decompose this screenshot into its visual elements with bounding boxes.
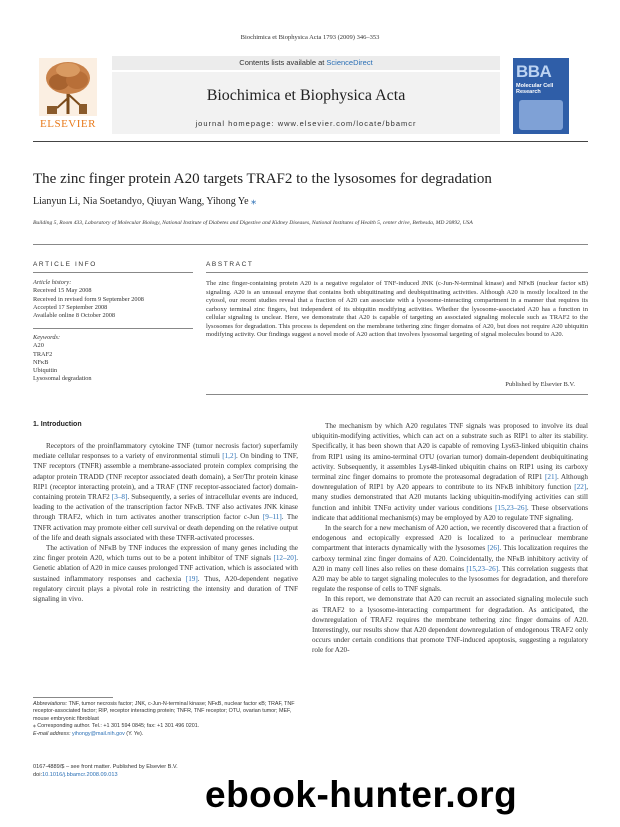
elsevier-wordmark: ELSEVIER	[40, 118, 96, 130]
header-rule	[33, 141, 588, 142]
citation-link[interactable]: [26]	[487, 544, 500, 553]
authors	[33, 196, 588, 207]
history-online: Available online 8 October 2008	[33, 312, 116, 320]
citation-link[interactable]: [1,2]	[222, 452, 236, 461]
email-suffix: (Y. Ye).	[124, 730, 144, 737]
email-label: E-mail address:	[33, 730, 72, 737]
keyword-item: NFκB	[33, 358, 49, 366]
body-column-right	[312, 421, 588, 656]
keyword-item: A20	[33, 342, 44, 350]
paragraph: The mechanism by which A20 regulates TNF signals was proposed to involve its dual ubiquitin-modifying activities, which can act on a substrate such as RIP1 to alter its stability. Specifically, it has been shown that A20 is capable of removing Lys63-linked ubiquitin chains from RIP1 using its amino-terminal OTU (ovarian tumor) domain-dependent deubiquitinating activity. Subsequently, it assembles Lys48-linked ubiquitin chains on RIP1 using its carboxy terminal zinc finger domains to promote the proteasomal degradation of RIP1 [21]. Although downregulation of RIP1 by A20 appears to contribute to its NFκB inhibitory function [22], many studies demonstrated that A20 mutants lacking ubiquitin-modifying activities can still function and inhibit TNFα activity under various conditions [15,23–26]. These observations indicate that additional mechanism(s) may be employed by A20 to regulate TNF signaling.	[312, 422, 588, 522]
published-by: Published by Elsevier B.V.	[505, 381, 575, 388]
history-received: Received 15 May 2008	[33, 287, 92, 295]
abstract-bottom-rule	[206, 394, 588, 395]
citation-link[interactable]: [15,23–26]	[466, 564, 499, 573]
citation-link[interactable]: [19]	[185, 574, 198, 583]
corresponding-footnote: ⁎ Corresponding author. Tel.: +1 301 594 0845; fax: +1 301 496 0201.	[33, 723, 200, 730]
footnotes	[33, 701, 298, 738]
cover-subtitle: Molecular Cell Research	[516, 83, 554, 95]
abstract-rule	[206, 272, 588, 273]
sciencedirect-link[interactable]: ScienceDirect	[326, 58, 373, 67]
author-list: Lianyun Li, Nia Soetandyo, Qiuyan Wang, Yihong Ye	[33, 196, 249, 207]
citation-link[interactable]: [21]	[544, 473, 557, 482]
citation-link[interactable]: [22]	[574, 483, 587, 492]
keyword-item: Lysosomal degradation	[33, 375, 92, 383]
email-footnote	[33, 731, 298, 738]
keyword-item: TRAF2	[33, 350, 53, 358]
abstract-heading: ABSTRACT	[206, 261, 254, 268]
title-rule	[33, 244, 588, 245]
citation-link[interactable]: [9–11]	[262, 513, 282, 522]
cover-image	[519, 100, 563, 130]
paragraph: In the search for a new mechanism of A20 action, we recently discovered that a fraction of endogenous and ectopically expressed A20 is localized to a perinuclear membrane compartment that interacts dynamically with the lysosomes [26]. This localization requires the carboxy terminal zinc finger domains of A20. Coincidentally, the NFκB inhibitory activity of A20 in many cell lines also relies on these domains [15,23–26]. This correlation suggests that A20 may be able to target signaling molecules to the lysosomes for degradation, and therefore regulate the response of cells to TNF signals.	[312, 524, 589, 594]
cover-bba: BBA	[516, 62, 552, 81]
history-label: Article history:	[33, 279, 72, 286]
elsevier-logo[interactable]	[33, 56, 103, 132]
introduction-heading: 1. Introduction	[33, 421, 82, 428]
paragraph: In this report, we demonstrate that A20 can recruit an associated signaling molecule such as TRAF2 to a lysosome-interacting compartment for degradation. As anticipated, the downregulation of TRAF2 requires the membrane tethering zinc finger domains of A20. Interestingly, our results show that A20 dependent downregulation of endogenous TRAF2 only occurs under certain conditions that promote TNF-induced apoptosis, suggesting a regulatory role for A20-	[312, 595, 588, 655]
watermark: ebook-hunter.org	[205, 774, 518, 815]
keyword-item: Ubiquitin	[33, 367, 58, 375]
footnote-rule	[33, 697, 113, 698]
article-title: The zinc finger protein A20 targets TRAF2 to the lysosomes for degradation	[33, 171, 492, 187]
email-link[interactable]: yihongy@mail.nih.gov	[71, 730, 125, 737]
elsevier-tree-icon	[39, 58, 97, 116]
journal-cover[interactable]	[513, 58, 569, 134]
issn-line: 0167-4889/$ – see front matter. Published by Elsevier B.V.	[33, 764, 178, 770]
corresponding-author-mark[interactable]: ⁎	[251, 196, 257, 207]
info-rule	[33, 272, 193, 273]
citation-link[interactable]: [3–8]	[111, 493, 128, 502]
citation-link[interactable]: [15,23–26]	[495, 503, 527, 512]
doi-link[interactable]: 10.1016/j.bbamcr.2008.09.013	[42, 771, 118, 778]
contents-line	[112, 58, 500, 67]
keywords-rule	[33, 328, 193, 329]
abbreviations-label: Abbreviations:	[33, 701, 68, 707]
article-history	[33, 279, 193, 320]
citation-link[interactable]: [12–20]	[273, 554, 297, 563]
article-info-heading: ARTICLE INFO	[33, 261, 97, 268]
paragraph: The activation of NFκB by TNF induces the expression of many genes including the zinc finger protein A20, which turns out to be a potent inhibitor of TNF signals [12–20]. Genetic ablation of A20 in mice causes prolonged TNF activation, which is associated with sustained inflammatory responses and cachexia [19]. Thus, A20-dependent negative regulatory circuit plays a pivotal role in restricting the intensity and duration of TNF signaling in vivo.	[33, 544, 298, 604]
abbreviations-footnote	[33, 701, 298, 723]
history-revised: Received in revised form 9 September 2008	[33, 295, 144, 303]
journal-title: Biochimica et Biophysica Acta	[206, 87, 406, 104]
keywords-label: Keywords:	[33, 334, 61, 341]
history-accepted: Accepted 17 September 2008	[33, 303, 108, 311]
paragraph: Receptors of the proinflammatory cytokine TNF (tumor necrosis factor) superfamily mediate cellular responses to a variety of environmental stimuli [1,2]. On binding to TNF, TNF receptors (TNFR) assemble a membrane-associated protein complex comprising the adaptor protein TRADD (TNF receptor associated death domain), a Ser/Thr protein kinase RIP1 (receptor interacting protein), and a TRAF (TNF receptor-associated factor) domain-containing protein TRAF2 [3–8]. Subsequently, a series of intracellular events are induced, leading to the activation of the transcription factor NFκB. TNF also activates JNK kinase through TRAF2, which in turn activates another transcription factor c-Jun [9–11]. The TNFR activation may promote either cell survival or death depending on the relative output of the life and death signals associated with these TNFR-activated processes.	[33, 442, 299, 542]
abstract-text: The zinc finger-containing protein A20 is a negative regulator of TNF-induced JNK (c-Jun-N-terminal kinase) and NFκB (nuclear factor κB) signaling. A20 is an unusual enzyme that contains both ubiquitinating and deubiquitinating activities. Although A20 is mostly localized in the cytosol, our recent studies reveal that a fraction of A20 can associate with a lysosome-interacting compartment in a manner that requires its carboxy terminal zinc fingers, but independent of its ubiquitin modifying activities. Whether the lysosome-associated A20 has a function in cellular signaling is unclear. Here, we demonstrate that A20 is capable of targeting an associated signaling molecule such as TRAF2 to the lysosomes for degradation. This process is dependent on the membrane tethering zinc finger domains of A20, but does not require A20 ubiquitin modifying activity. Our findings suggest a novel mode of A20 action that involves lysosomal targeting of signal molecules bound to A20.	[206, 280, 588, 338]
abbreviations-text: TNF, tumor necrosis factor; JNK, c-Jun-N-terminal kinase; NFκB, nuclear factor κB; TRAF, TNF receptor-associated factor; RIP, receptor interacting protein; TNFR, TNF receptor; OTU, ovarian tumor; MEF, mouse embryonic fibroblast	[33, 701, 295, 722]
body-column-left	[33, 441, 298, 604]
contents-prefix: Contents lists available at	[239, 58, 327, 67]
running-head: Biochimica et Biophysica Acta 1793 (2009) 346–353	[240, 34, 380, 41]
doi-prefix: doi:	[33, 771, 43, 778]
affiliation: Building 5, Room 433, Laboratory of Molecular Biology, National Institute of Diabetes and Digestive and Kidney Diseases, National Institutes of Health 5, center drive, Bethesda, MD 20892, USA	[33, 220, 473, 226]
journal-homepage[interactable]: journal homepage: www.elsevier.com/locate/bbamcr	[195, 119, 417, 128]
keywords	[33, 334, 193, 384]
